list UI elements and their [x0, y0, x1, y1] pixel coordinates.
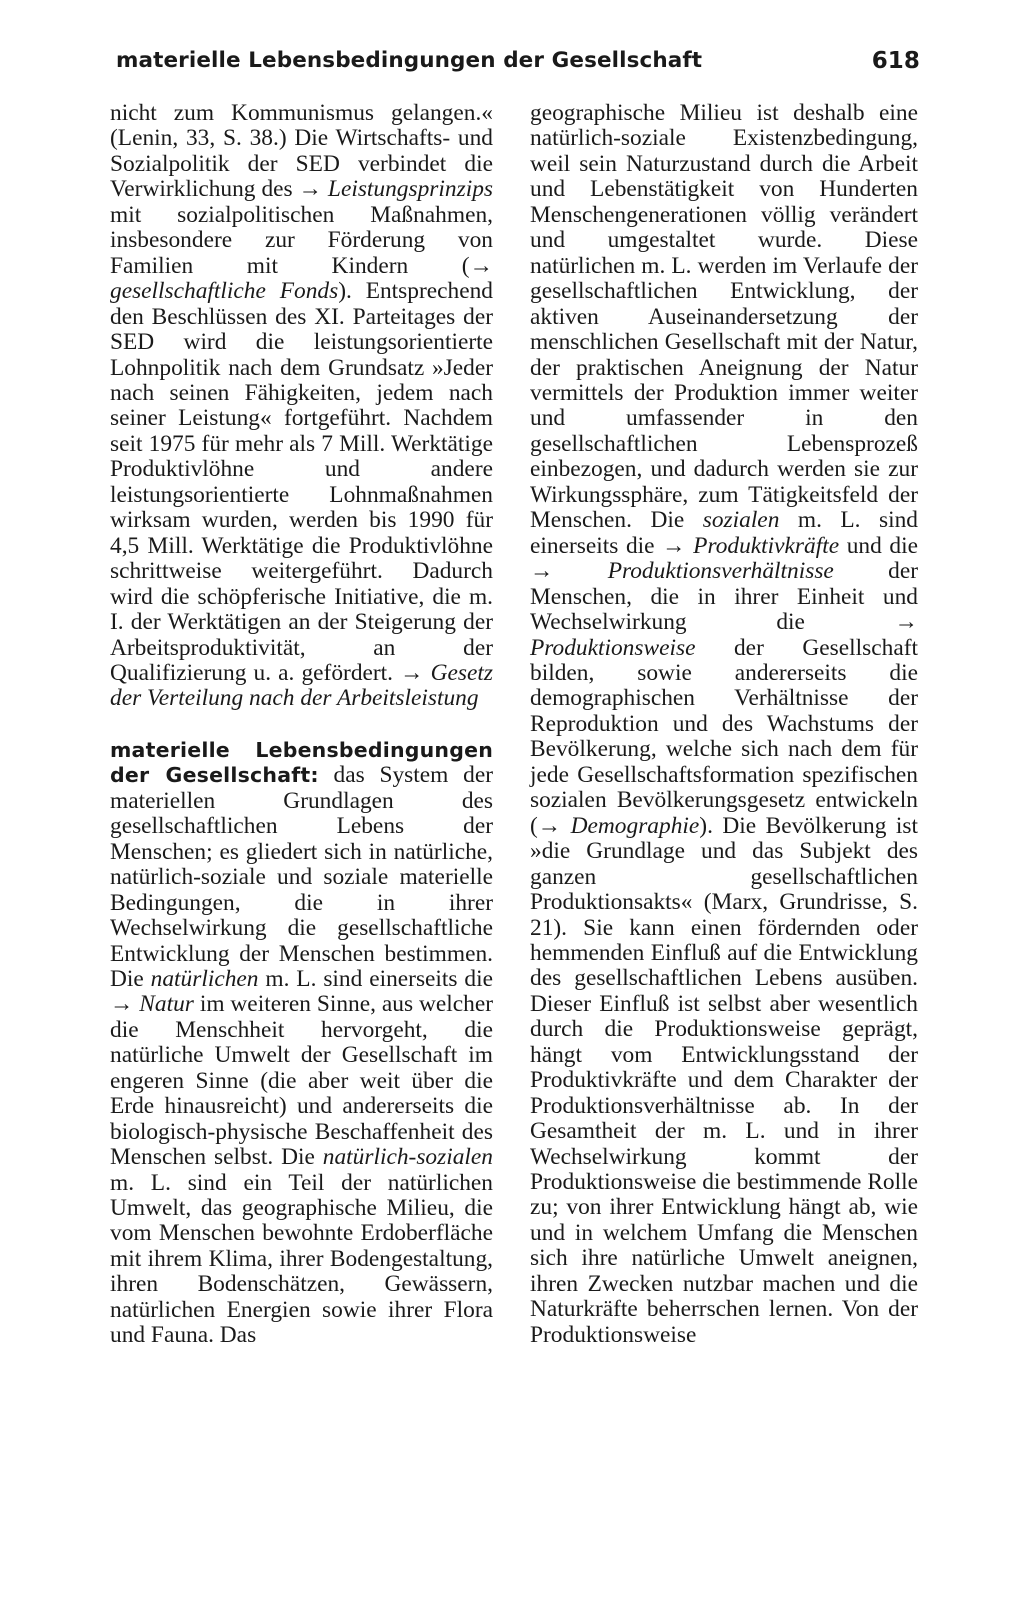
- text-run: der Menschen, die in ihrer Einheit und Wechselwirkung die: [530, 558, 918, 636]
- text-run: mit sozialpolitischen Maßnahmen, insbesondere zur Förderung von Familien mit Kindern (: [110, 201, 493, 279]
- cross-reference: → Gesetz der Verteilung nach der Arbeitsleistung: [110, 659, 493, 712]
- cross-reference: → Produktionsverhältnisse: [530, 558, 834, 585]
- right-column: [530, 101, 918, 1348]
- text-run: ). Entsprechend den Beschlüssen des XI. Parteitages der SED wird die leistungsorientierte Lohnpolitik nach dem Grundsatz »Jeder nach seinen Fähigkeiten, jedem nach seiner Leistung« fortgeführt. Nachdem seit 1975 für mehr als 7 Mill. Werktätige Produktivlöhne und andere leistungsorientierte Lohnmaßnahmen wirksam wurden, werden bis 1990 für 4,5 Mill. Werktätige die Produktivlöhne schrittweise weitergeführt. Dadurch wird die schöpferische Initiative, die m. I. der Werktätigen an der Steigerung der Arbeitsproduktivität, an der Qualifizierung u. a. gefördert.: [110, 278, 493, 686]
- page-number: 618: [871, 48, 920, 74]
- dictionary-entry: [110, 738, 493, 1349]
- cross-reference: → Leistungsprinzips: [298, 176, 494, 203]
- text-run: im weiteren Sinne, aus welcher die Menschheit hervorgeht, die natürliche Umwelt der Gesellschaft im engeren Sinne (die aber weit über die Erde hinausreicht) und andererseits die biologisch-physische Beschaffenheit des Menschen selbst. Die: [110, 991, 493, 1171]
- text-run: ). Die Bevölkerung ist »die Grundlage und das Subjekt des ganzen gesellschaftlichen Produktionsakts« (Marx, Grundrisse, S. 21). Sie kann einen fördernden oder hemmenden Einfluß auf die Entwicklung des gesellschaftlichen Lebens ausüben. Dieser Einfluß ist selbst aber wesentlich durch die Produktionsweise geprägt, hängt vom Entwicklungsstand der Produktivkräfte und dem Charakter der Produktionsverhältnisse ab. In der Gesamtheit der m. L. und in ihrer Wechselwirkung kommt der Produktionsweise die bestimmende Rolle zu; von ihrer Entwicklung hängt ab, wie und in welchem Umfang die Menschen sich ihre natürliche Umwelt aneignen, ihren Zwecken nutzbar machen und die Naturkräfte beherrschen lernen. Von der Produktionsweise: [530, 812, 918, 1348]
- cross-reference: → Produktivkräfte: [662, 532, 840, 559]
- text-run: m. L. sind ein Teil der natürlichen Umwelt, das geographische Milieu, die vom Menschen bewohnte Erdoberfläche mit ihrem Klima, ihrer Bodengestaltung, ihren Bodenschätzen, Gewässern, natürlichen Energien sowie ihrer Flora und Fauna. Das: [110, 1169, 493, 1349]
- text-run: m. L. sind einerseits die: [258, 965, 493, 992]
- running-header: [110, 48, 920, 88]
- running-head-title: materielle Lebensbedingungen der Gesellschaft: [116, 48, 703, 73]
- cross-reference: → Produktionsweise: [530, 609, 918, 661]
- text-run: das System der materiellen Grundlagen des gesellschaftlichen Lebens der Menschen; es gliedert sich in natürliche, natürlich-soziale und soziale materielle Bedingungen, die in ihrer Wechselwirkung die gesellschaftliche Entwicklung der Menschen bestimmen. Die: [110, 762, 493, 992]
- text-run: m. L. sind einerseits die: [530, 507, 918, 559]
- emphasis-term: sozialen: [702, 507, 780, 534]
- text-run: nicht zum Kommunismus gelangen.« (Lenin, 33, S. 38.) Die Wirtschafts- und Sozialpolitik der SED verbindet die Verwirklichung des: [110, 100, 493, 203]
- text-run: der Gesellschaft bilden, sowie andererseits die demographischen Verhältnisse der Reproduktion und des Wachstums der Bevölkerung, welche sich nach dem für jede Gesellschaftsformation spezifischen sozialen Bevölkerungsgesetz entwickeln (: [530, 634, 918, 839]
- emphasis-term: natürlichen: [150, 965, 259, 992]
- cross-reference: → gesellschaftliche Fonds: [110, 252, 493, 305]
- left-column: [110, 101, 493, 1349]
- continued-paragraph: [110, 101, 493, 712]
- entry-headword: materielle Lebensbedingungen der Gesellschaft:: [110, 737, 493, 788]
- entry-separator: [110, 712, 493, 738]
- cross-reference: → Demographie: [537, 812, 700, 839]
- entry-continuation: [530, 101, 918, 1348]
- text-run: und die: [839, 532, 919, 559]
- cross-reference: → Natur: [110, 991, 194, 1018]
- emphasis-term: natürlich-sozialen: [322, 1144, 493, 1171]
- text-run: geographische Milieu ist deshalb eine natürlich-soziale Existenzbedingung, weil sein Naturzustand durch die Arbeit und Lebenstätigkeit von Hunderten Menschengenerationen völlig verändert und umgestaltet wurde. Diese natürlichen m. L. werden im Verlaufe der gesellschaftlichen Entwicklung, der aktiven Auseinandersetzung der menschlichen Gesellschaft mit der Natur, der praktischen Aneignung der Natur vermittels der Produktion immer weiter und umfassender in den gesellschaftlichen Lebensprozeß einbezogen, und dadurch werden sie zur Wirkungssphäre, zum Tätigkeitsfeld der Menschen. Die: [530, 100, 918, 534]
